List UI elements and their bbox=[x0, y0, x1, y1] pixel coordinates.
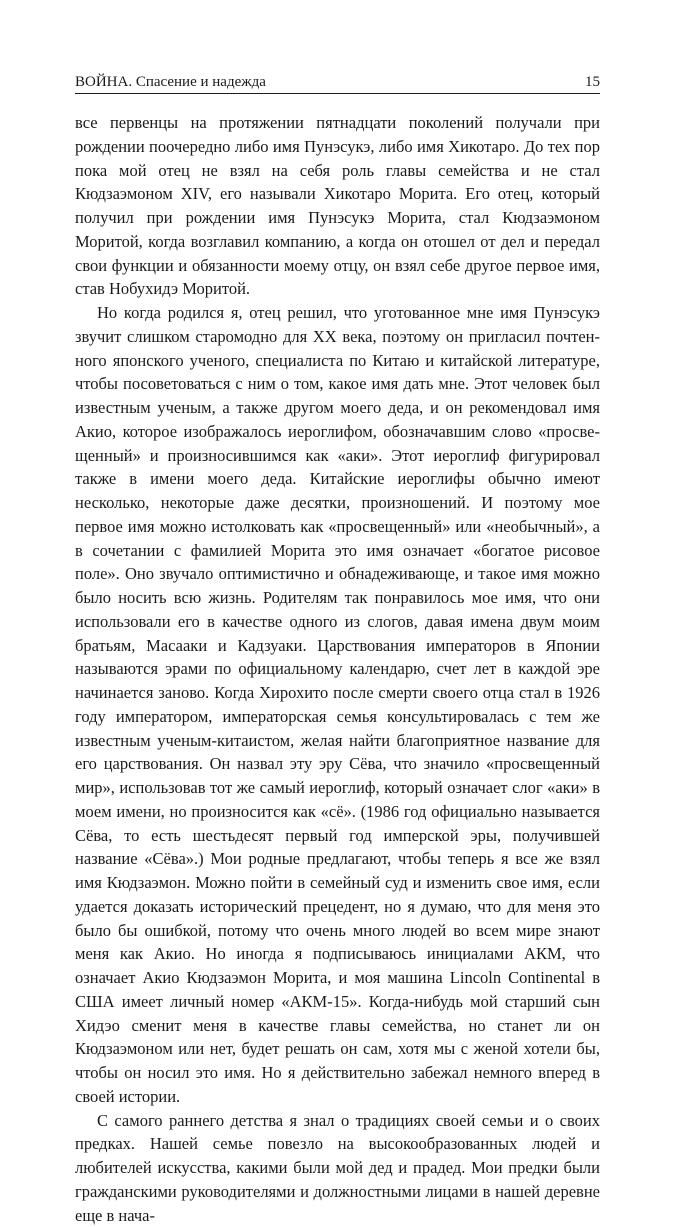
paragraph: все первенцы на протяжении пятнадцати поколений получали при рождении поочередно либо имя Пунэсукэ, либо имя Хикотаро. До тех пор пока мой отец не взял на себя роль главы семейства и не стал Кюдзаэмоном XIV, его называли Хикотаро Морита. Его отец, который получил при рождении имя Пунэсукэ Морита, стал Кюдзаэмоном Моритой, когда возглавил компанию, а когда он отошел от дел и передал свои функции и обязанности моему отцу, он взял себе другое первое имя, став Нобухидэ Моритой. bbox=[75, 111, 600, 301]
paragraph: С самого раннего детства я знал о традициях своей семьи и о своих предках. Нашей семье повезло на высокообразованных людей и любителей искусства, какими были мой дед и прадед. Мои предки были гражданскими руководителями и должностными лицами в нашей деревне еще в нача- bbox=[75, 1109, 600, 1227]
body-text bbox=[75, 111, 600, 1227]
header-divider bbox=[75, 93, 600, 94]
running-header bbox=[75, 70, 600, 92]
paragraph: Но когда родился я, отец решил, что уготованное мне имя Пунэсукэ звучит слишком старомодно для XX века, поэтому он пригласил почтенного японского ученого, специалиста по Китаю и китайской литературе, чтобы посоветоваться с ним о том, какое имя дать мне. Этот человек был известным ученым, а также другом моего деда, и он рекомендовал имя Акио, которое изображалось иероглифом, обозначавшим слово «просвещенный» и произносившимся как «аки». Этот иероглиф фигурировал также в имени моего деда. Китайские иероглифы обычно имеют несколько, некоторые даже десятки, произношений. И поэтому мое первое имя можно истолковать как «просвещенный» или «необычный», а в сочетании с фамилией Морита это имя означает «богатое рисовое поле». Оно звучало оптимистично и обнадеживающе, и такое имя можно было носить всю жизнь. Родителям так понравилось мое имя, что они использовали его в качестве одного из слогов, давая имена двум моим братьям, Масааки и Кадзуаки. Царствования императоров в Японии называются эрами по официальному календарю, счет лет в каждой эре начинается заново. Когда Хирохито после смерти своего отца стал в 1926 году императором, императорская семья консультировалась с тем же известным ученым-китаистом, желая найти благоприятное название для его царствования. Он назвал эту эру Сёва, что значило «просвещенный мир», использовав тот же самый иероглиф, который означает слог «аки» в моем имени, но произносится как «сё». (1986 год официально называется Сёва, то есть шестьдесят первый год имперской эры, получившей название «Сёва».) Мои родные предлагают, чтобы теперь я все же взял имя Кюдзаэмон. Можно пойти в семейный суд и изменить свое имя, если удается доказать исторический прецедент, но я думаю, что для меня это было бы ошибкой, потому что очень много людей во всем мире знают меня как Акио. Но иногда я подписываюсь инициалами АКМ, что означает Акио Кюдзаэмон Морита, и моя машина Lincoln Continental в США имеет личный номер «АКМ-15». Когда-нибудь мой старший сын Хидэо сменит меня в качестве главы семейства, но станет ли он Кюдзаэмоном или нет, будет решать он сам, хотя мы с женой хотели бы, чтобы он носил это имя. Но я действительно забежал немного вперед в своей истории. bbox=[75, 301, 600, 1109]
page-number: 15 bbox=[585, 72, 600, 92]
running-title: ВОЙНА. Спасение и надежда bbox=[75, 72, 266, 92]
